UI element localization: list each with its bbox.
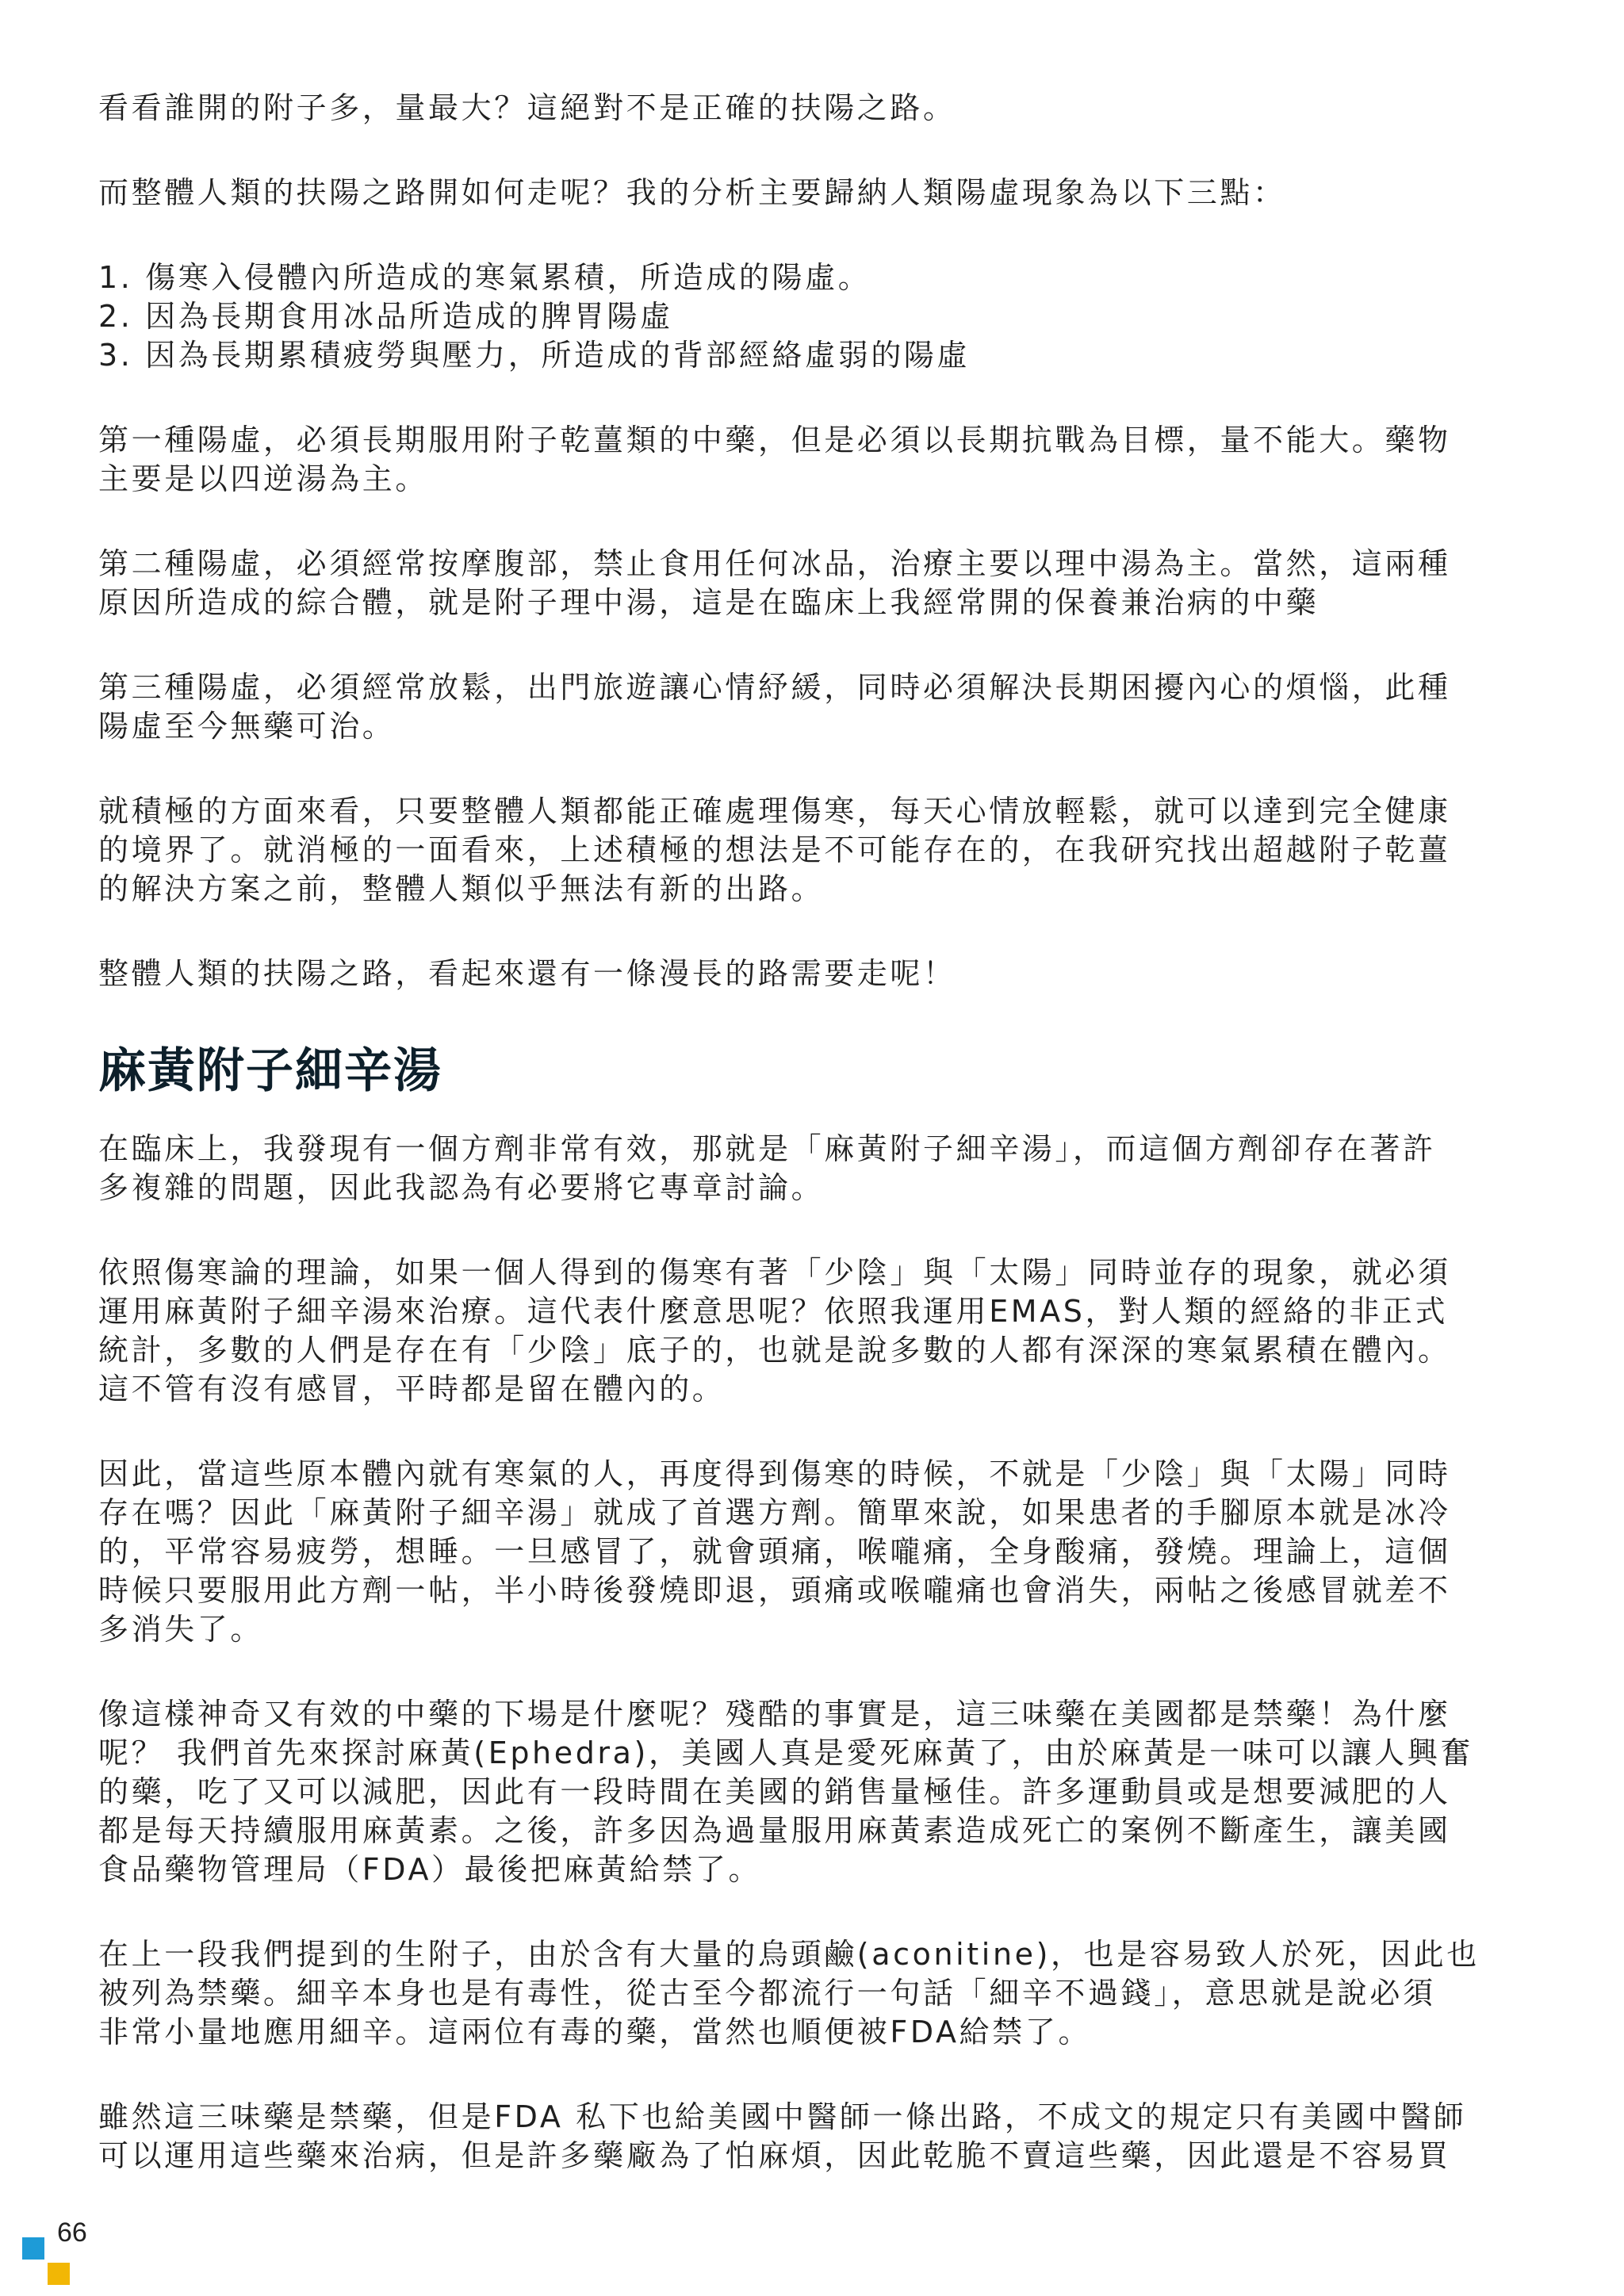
text-line: 這不管有沒有感冒，平時都是留在體內的。 [98, 1372, 726, 1406]
text-line: 的，平常容易疲勞，想睡。一旦感冒了，就會頭痛，喉嚨痛，全身酸痛，發燒。理論上，這個 [98, 1534, 1451, 1569]
paragraph [98, 174, 1526, 212]
list-item: 1. 傷寒入侵體內所造成的寒氣累積，所造成的陽虛。 [98, 260, 871, 295]
text-line: 整體人類的扶陽之路，看起來還有一條漫長的路需要走呢！ [98, 956, 956, 991]
paragraph [98, 955, 1526, 993]
section-heading: 麻黃附子細辛湯 [98, 1043, 442, 1099]
text-line: 運用麻黃附子細辛湯來治療。這代表什麼意思呢？依照我運用EMAS，對人類的經絡的非正式 [98, 1294, 1449, 1329]
text-line: 因此，當這些原本體內就有寒氣的人，再度得到傷寒的時候，不就是「少陰」與「太陽」同時 [98, 1456, 1451, 1491]
list-item: 3. 因為長期累積疲勞與壓力，所造成的背部經絡虛弱的陽虛 [98, 338, 971, 373]
text-line: 的藥，吃了又可以減肥，因此有一段時間在美國的銷售量極佳。許多運動員或是想要減肥的人 [98, 1774, 1451, 1809]
paragraph [98, 668, 1526, 746]
text-line: 統計，多數的人們是存在有「少陰」底子的，也就是說多數的人都有深深的寒氣累積在體內。 [98, 1333, 1451, 1368]
text-line: 在上一段我們提到的生附子，由於含有大量的烏頭鹼(aconitine)，也是容易致人於死，因此也 [98, 1937, 1480, 1972]
paragraph [98, 421, 1526, 499]
text-line: 非常小量地應用細辛。這兩位有毒的藥，當然也順便被FDA給禁了。 [98, 2015, 1092, 2049]
text-line: 食品藥物管理局（FDA）最後把麻黃給禁了。 [98, 1852, 762, 1887]
text-line: 主要是以四逆湯為主。 [98, 461, 429, 496]
text-line: 被列為禁藥。細辛本身也是有毒性，從古至今都流行一句話「細辛不過錢」，意思就是說必須 [98, 1976, 1436, 2011]
text-line: 依照傷寒論的理論，如果一個人得到的傷寒有著「少陰」與「太陽」同時並存的現象，就必須 [98, 1255, 1451, 1290]
paragraph [98, 2098, 1526, 2175]
text-line: 像這樣神奇又有效的中藥的下場是什麼呢？殘酷的事實是，這三味藥在美國都是禁藥！為什麼 [98, 1697, 1451, 1732]
text-line: 而整體人類的扶陽之路開如何走呢？我的分析主要歸納人類陽虛現象為以下三點： [98, 175, 1286, 210]
text-line: 第二種陽虛，必須經常按摩腹部，禁止食用任何冰品，治療主要以理中湯為主。當然，這兩種 [98, 546, 1451, 581]
page-content [98, 89, 1526, 2221]
text-line: 在臨床上，我發現有一個方劑非常有效，那就是「麻黃附子細辛湯」，而這個方劑卻存在著許 [98, 1131, 1436, 1166]
paragraph [98, 89, 1526, 128]
text-line: 就積極的方面來看，只要整體人類都能正確處理傷寒，每天心情放輕鬆，就可以達到完全健康 [98, 794, 1451, 828]
text-line: 第一種陽虛，必須長期服用附子乾薑類的中藥，但是必須以長期抗戰為目標，量不能大。藥物 [98, 423, 1451, 457]
numbered-list [98, 258, 1526, 375]
paragraph [98, 1455, 1526, 1649]
text-line: 看看誰開的附子多，量最大？這絕對不是正確的扶陽之路。 [98, 90, 956, 125]
text-line: 時候只要服用此方劑一帖，半小時後發燒即退，頭痛或喉嚨痛也會消失，兩帖之後感冒就差不 [98, 1573, 1451, 1608]
paragraph [98, 792, 1526, 909]
text-line: 陽虛至今無藥可治。 [98, 709, 396, 744]
text-line: 的解決方案之前，整體人類似乎無法有新的出路。 [98, 871, 825, 906]
text-line: 可以運用這些藥來治病，但是許多藥廠為了怕麻煩，因此乾脆不賣這些藥，因此還是不容易買 [98, 2138, 1451, 2173]
page-footer [22, 2217, 117, 2288]
yellow-square-icon [48, 2263, 70, 2285]
text-line: 原因所造成的綜合體，就是附子理中湯，這是在臨床上我經常開的保養兼治病的中藥 [98, 585, 1320, 620]
list-item: 2. 因為長期食用冰品所造成的脾胃陽虛 [98, 299, 673, 334]
paragraph [98, 545, 1526, 622]
paragraph [98, 1935, 1526, 2052]
text-line: 呢？ 我們首先來探討麻黃(Ephedra)，美國人真是愛死麻黃了，由於麻黃是一味可以讓人興奮 [98, 1735, 1473, 1770]
text-line: 多消失了。 [98, 1612, 264, 1647]
paragraph [98, 1695, 1526, 1889]
paragraph [98, 1253, 1526, 1409]
text-line: 雖然這三味藥是禁藥，但是FDA 私下也給美國中醫師一條出路，不成文的規定只有美國中醫師 [98, 2099, 1467, 2134]
text-line: 都是每天持續服用麻黃素。之後，許多因為過量服用麻黃素造成死亡的案例不斷產生，讓美國 [98, 1813, 1451, 1848]
text-line: 多複雜的問題，因此我認為有必要將它專章討論。 [98, 1170, 825, 1205]
text-line: 第三種陽虛，必須經常放鬆，出門旅遊讓心情紓緩，同時必須解決長期困擾內心的煩惱，此種 [98, 670, 1451, 705]
blue-square-icon [22, 2237, 44, 2260]
text-line: 存在嗎？因此「麻黃附子細辛湯」就成了首選方劑。簡單來說，如果患者的手腳原本就是冰冷 [98, 1495, 1451, 1530]
page-number: 66 [57, 2218, 87, 2248]
paragraph [98, 1130, 1526, 1207]
text-line: 的境界了。就消極的一面看來，上述積極的想法是不可能存在的，在我研究找出超越附子乾薑 [98, 832, 1451, 867]
